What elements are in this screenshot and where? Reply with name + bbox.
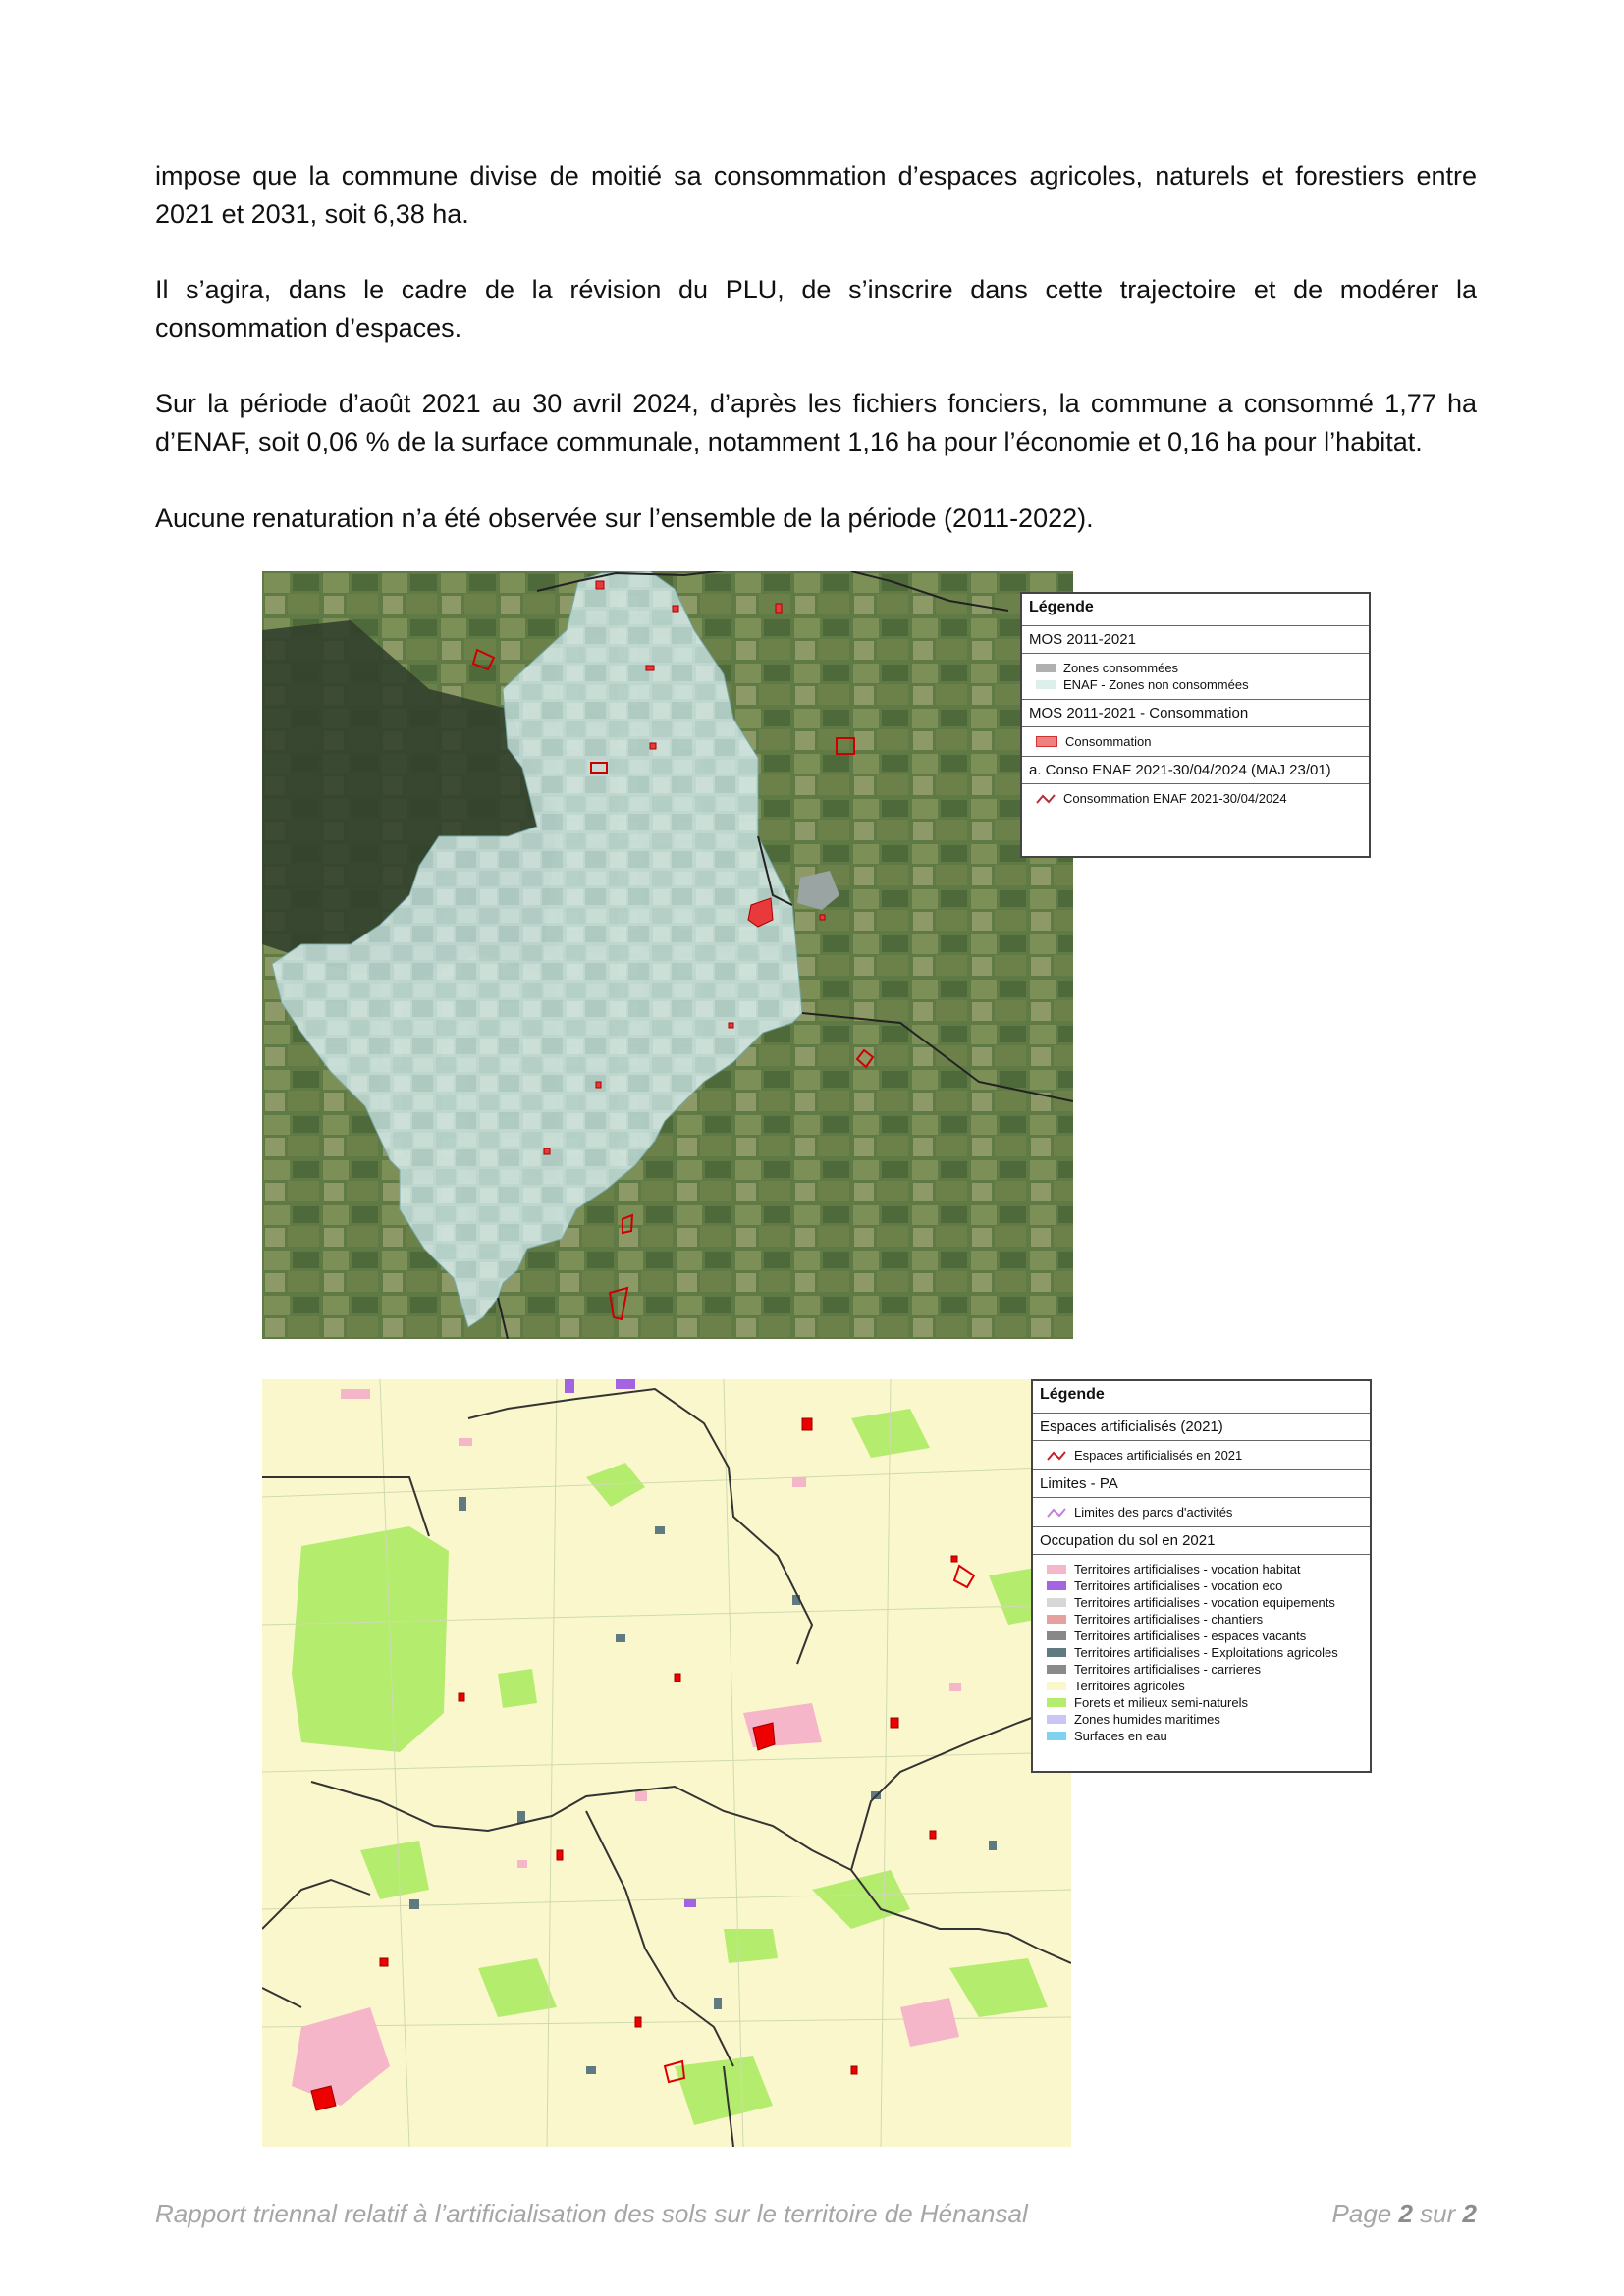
map-enaf-consumption — [262, 571, 1073, 1339]
legend-item-land-use: Territoires artificialises - carrieres — [1047, 1661, 1360, 1678]
legend-item-land-use: Territoires artificialises - espaces vacants — [1047, 1628, 1360, 1644]
legend-section-consumption: MOS 2011-2021 - Consommation — [1022, 700, 1369, 727]
footer-page-number: Page 2 sur 2 — [1331, 2199, 1477, 2228]
paragraph-plu: Il s’agira, dans le cadre de la révision du PLU, de s’inscrire dans cette trajectoire et de modérer la consommation d’espaces. — [155, 275, 1477, 343]
legend-item-zones-consumed: Zones consommées — [1036, 660, 1359, 676]
pale-swatch-icon — [1036, 680, 1056, 689]
paragraph-objective: impose que la commune divise de moitié sa consommation d’espaces agricoles, naturels et forestiers entre 2021 et 2031, soit 6,38 ha. — [155, 161, 1477, 229]
legend-item-land-use: Territoires artificialises - chantiers — [1047, 1611, 1360, 1628]
legend-item-land-use: Territoires artificialises - vocation eco — [1047, 1577, 1360, 1594]
color-swatch-icon — [1047, 1732, 1066, 1740]
legend-title: Légende — [1022, 594, 1369, 626]
color-swatch-icon — [1047, 1565, 1066, 1574]
paragraph-renaturation: Aucune renaturation n’a été observée sur l’ensemble de la période (2011-2022). — [155, 504, 1094, 533]
legend-item-land-use: Surfaces en eau — [1047, 1728, 1360, 1744]
map-land-use-2021 — [262, 1379, 1071, 2147]
legend-item-land-use: Forets et milieux semi-naturels — [1047, 1694, 1360, 1711]
land-use-list — [1033, 1555, 1370, 1750]
color-swatch-icon — [1047, 1598, 1066, 1607]
legend-section-limits: Limites - PA — [1033, 1470, 1370, 1498]
color-swatch-icon — [1047, 1682, 1066, 1690]
legend-item-conso-enaf: Consommation ENAF 2021-30/04/2024 — [1036, 790, 1359, 807]
paragraph-consumption: Sur la période d’août 2021 au 30 avril 2024, d’après les fichiers fonciers, la commune a consommé 1,77 ha d’ENAF, soit 0,06 % de la surface communale, notamment 1,16 ha pour l’économie et 0,16 ha pour l’habitat. — [155, 389, 1477, 456]
legend-map-2 — [1031, 1379, 1372, 1773]
legend-section-land-use: Occupation du sol en 2021 — [1033, 1527, 1370, 1555]
legend-section-artificial: Espaces artificialisés (2021) — [1033, 1414, 1370, 1441]
land-use-map-image — [262, 1379, 1071, 2147]
legend-item-land-use: Territoires artificialises - Exploitations agricoles — [1047, 1644, 1360, 1661]
color-swatch-icon — [1047, 1615, 1066, 1624]
color-swatch-icon — [1047, 1581, 1066, 1590]
legend-item-land-use: Territoires artificialises - vocation equipements — [1047, 1594, 1360, 1611]
legend-item-land-use: Territoires agricoles — [1047, 1678, 1360, 1694]
color-swatch-icon — [1047, 1631, 1066, 1640]
zigzag-line-icon — [1047, 1507, 1066, 1519]
legend-item-land-use: Zones humides maritimes — [1047, 1711, 1360, 1728]
color-swatch-icon — [1047, 1648, 1066, 1657]
legend-map-1 — [1020, 592, 1371, 858]
zigzag-line-icon — [1047, 1450, 1066, 1462]
zigzag-line-icon — [1036, 793, 1056, 805]
color-swatch-icon — [1047, 1715, 1066, 1724]
legend-section-mos: MOS 2011-2021 — [1022, 626, 1369, 654]
footer-report-title: Rapport triennal relatif à l’artificialisation des sols sur le territoire de Hénansal — [155, 2199, 1028, 2228]
red-swatch-icon — [1036, 736, 1057, 747]
legend-item-consumption: Consommation — [1036, 733, 1359, 750]
legend-item-enaf: ENAF - Zones non consommées — [1036, 676, 1359, 693]
color-swatch-icon — [1047, 1698, 1066, 1707]
legend-item-artificial-2021: Espaces artificialisés en 2021 — [1047, 1447, 1360, 1464]
satellite-map-image — [262, 571, 1073, 1339]
legend-section-enaf-2024: a. Conso ENAF 2021-30/04/2024 (MAJ 23/01) — [1022, 757, 1369, 784]
grey-swatch-icon — [1036, 664, 1056, 672]
legend-item-parks: Limites des parcs d'activités — [1047, 1504, 1360, 1521]
legend-item-land-use: Territoires artificialises - vocation habitat — [1047, 1561, 1360, 1577]
legend-title: Légende — [1033, 1381, 1370, 1414]
color-swatch-icon — [1047, 1665, 1066, 1674]
